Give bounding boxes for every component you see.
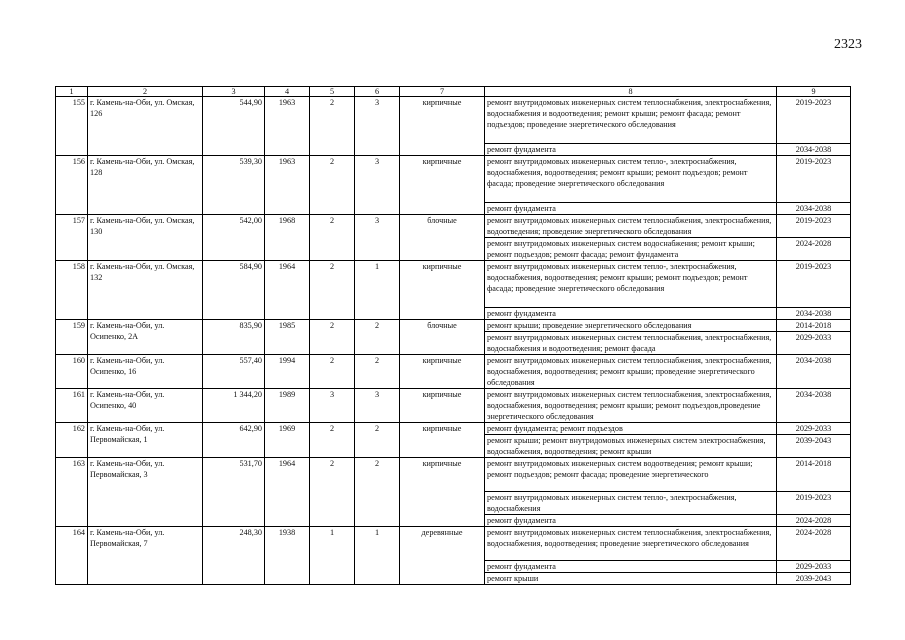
housing-repair-table [55, 86, 851, 585]
wall-material-cell: кирпичные [400, 261, 485, 320]
repair-period-cell: 2029-2033 [777, 423, 851, 435]
entrances-cell: 2 [355, 458, 400, 527]
row-number: 163 [56, 458, 88, 527]
repair-works-cell: ремонт фундамента [485, 515, 777, 527]
wall-material-cell: деревянные [400, 527, 485, 585]
table-row [56, 97, 851, 144]
repair-works-cell: ремонт внутридомовых инженерных систем тепло-, электроснабжения, водоснабжения, водоотведения; ремонт крыши; ремонт подъездов; ремонт фасада; проведение энергетического обследования [485, 156, 777, 203]
wall-material-cell: блочные [400, 215, 485, 261]
column-header: 2 [88, 87, 203, 97]
table-row [56, 320, 851, 332]
wall-material-cell: кирпичные [400, 97, 485, 156]
area-cell: 248,30 [203, 527, 265, 585]
area-cell: 544,90 [203, 97, 265, 156]
repair-period-cell: 2029-2033 [777, 332, 851, 355]
table-row [56, 156, 851, 203]
repair-period-cell: 2034-2038 [777, 203, 851, 215]
year-cell: 1963 [265, 156, 310, 215]
year-cell: 1969 [265, 423, 310, 458]
repair-works-cell: ремонт фундамента [485, 144, 777, 156]
repair-works-cell: ремонт внутридомовых инженерных систем теплоснабжения, электроснабжения, водоснабжения, водоотведения; проведение энергетического обследования [485, 527, 777, 561]
repair-period-cell: 2034-2038 [777, 355, 851, 389]
column-header: 6 [355, 87, 400, 97]
year-cell: 1963 [265, 97, 310, 156]
repair-period-cell: 2029-2033 [777, 561, 851, 573]
floors-cell: 1 [310, 527, 355, 585]
repair-works-cell: ремонт фундамента [485, 308, 777, 320]
floors-cell: 2 [310, 458, 355, 527]
address-cell: г. Камень-на-Оби, ул. Омская, 132 [88, 261, 203, 320]
column-header: 8 [485, 87, 777, 97]
repair-period-cell: 2024-2028 [777, 527, 851, 561]
entrances-cell: 2 [355, 355, 400, 389]
entrances-cell: 3 [355, 389, 400, 423]
year-cell: 1964 [265, 458, 310, 527]
address-cell: г. Камень-на-Оби, ул. Первомайская, 7 [88, 527, 203, 585]
year-cell: 1994 [265, 355, 310, 389]
page-number: 2323 [834, 37, 862, 52]
repair-works-cell: ремонт внутридомовых инженерных систем тепло-, электроснабжения, водоснабжения [485, 492, 777, 515]
table-row [56, 355, 851, 389]
repair-period-cell: 2039-2043 [777, 573, 851, 585]
entrances-cell: 1 [355, 261, 400, 320]
repair-period-cell: 2024-2028 [777, 515, 851, 527]
repair-works-cell: ремонт внутридомовых инженерных систем тепло-, электроснабжения, водоснабжения, водоотведения; ремонт крыши; ремонт подъездов; ремонт фасада; проведение энергетического обследования [485, 261, 777, 308]
repair-works-cell: ремонт фундамента [485, 561, 777, 573]
row-number: 161 [56, 389, 88, 423]
floors-cell: 2 [310, 261, 355, 320]
repair-works-cell: ремонт фундамента [485, 203, 777, 215]
repair-works-cell: ремонт внутридомовых инженерных систем теплоснабжения, электроснабжения, водоснабжения и водоотведения; ремонт фасада [485, 332, 777, 355]
area-cell: 539,30 [203, 156, 265, 215]
area-cell: 542,00 [203, 215, 265, 261]
year-cell: 1964 [265, 261, 310, 320]
table-row [56, 215, 851, 238]
year-cell: 1968 [265, 215, 310, 261]
repair-works-cell: ремонт внутридомовых инженерных систем теплоснабжения, электроснабжения, водоснабжения и водоотведения; ремонт крыши; ремонт фасада; ремонт подъездов; проведение энергетического обследования [485, 97, 777, 144]
area-cell: 531,70 [203, 458, 265, 527]
column-number-row [56, 87, 851, 97]
column-header: 3 [203, 87, 265, 97]
area-cell: 584,90 [203, 261, 265, 320]
repair-works-cell: ремонт внутридомовых инженерных систем теплоснабжения, электроснабжения, водоснабжения, водоотведения; ремонт крыши; ремонт подъездов,проведение энергетического обследования [485, 389, 777, 423]
repair-period-cell: 2039-2043 [777, 435, 851, 458]
area-cell: 1 344,20 [203, 389, 265, 423]
row-number: 156 [56, 156, 88, 215]
area-cell: 835,90 [203, 320, 265, 355]
wall-material-cell: кирпичные [400, 355, 485, 389]
entrances-cell: 2 [355, 423, 400, 458]
entrances-cell: 3 [355, 156, 400, 215]
address-cell: г. Камень-на-Оби, ул. Осипенко, 16 [88, 355, 203, 389]
repair-works-cell: ремонт внутридомовых инженерных систем теплоснабжения, электроснабжения, водоснабжения, водоотведения; ремонт крыши; проведение энергетического обследования [485, 355, 777, 389]
wall-material-cell: кирпичные [400, 458, 485, 527]
wall-material-cell: блочные [400, 320, 485, 355]
repair-works-cell: ремонт крыши; проведение энергетического обследования [485, 320, 777, 332]
address-cell: г. Камень-на-Оби, ул. Осипенко, 2А [88, 320, 203, 355]
repair-works-cell: ремонт крыши [485, 573, 777, 585]
column-header: 9 [777, 87, 851, 97]
area-cell: 557,40 [203, 355, 265, 389]
column-header: 5 [310, 87, 355, 97]
floors-cell: 3 [310, 389, 355, 423]
row-number: 164 [56, 527, 88, 585]
table-row [56, 389, 851, 423]
table-body [56, 97, 851, 585]
table-row [56, 527, 851, 561]
row-number: 157 [56, 215, 88, 261]
repair-period-cell: 2019-2023 [777, 97, 851, 144]
address-cell: г. Камень-на-Оби, ул. Омская, 130 [88, 215, 203, 261]
repair-works-cell: ремонт фундамента; ремонт подъездов [485, 423, 777, 435]
year-cell: 1938 [265, 527, 310, 585]
column-header: 7 [400, 87, 485, 97]
year-cell: 1985 [265, 320, 310, 355]
entrances-cell: 3 [355, 97, 400, 156]
repair-period-cell: 2019-2023 [777, 261, 851, 308]
repair-period-cell: 2019-2023 [777, 492, 851, 515]
floors-cell: 2 [310, 215, 355, 261]
wall-material-cell: кирпичные [400, 156, 485, 215]
year-cell: 1989 [265, 389, 310, 423]
repair-period-cell: 2019-2023 [777, 215, 851, 238]
entrances-cell: 3 [355, 215, 400, 261]
floors-cell: 2 [310, 97, 355, 156]
repair-period-cell: 2019-2023 [777, 156, 851, 203]
floors-cell: 2 [310, 423, 355, 458]
row-number: 159 [56, 320, 88, 355]
repair-works-cell: ремонт внутридомовых инженерных систем теплоснабжения, электроснабжения, водоотведения; проведение энергетического обследования [485, 215, 777, 238]
floors-cell: 2 [310, 320, 355, 355]
address-cell: г. Камень-на-Оби, ул. Первомайская, 3 [88, 458, 203, 527]
repair-period-cell: 2034-2038 [777, 308, 851, 320]
table-row [56, 261, 851, 308]
row-number: 162 [56, 423, 88, 458]
address-cell: г. Камень-на-Оби, ул. Осипенко, 40 [88, 389, 203, 423]
wall-material-cell: кирпичные [400, 423, 485, 458]
row-number: 160 [56, 355, 88, 389]
repair-works-cell: ремонт внутридомовых инженерных систем водоснабжения; ремонт крыши; ремонт подъездов; ремонт фасада; ремонт фундамента [485, 238, 777, 261]
repair-works-cell: ремонт крыши; ремонт внутридомовых инженерных систем электроснабжения, водоснабжения, водоотведения; ремонт крыши [485, 435, 777, 458]
wall-material-cell: кирпичные [400, 389, 485, 423]
repair-works-cell: ремонт внутридомовых инженерных систем водоотведения; ремонт крыши; ремонт подъездов; ремонт фасада; проведение энергетического [485, 458, 777, 492]
repair-period-cell: 2014-2018 [777, 458, 851, 492]
column-header: 4 [265, 87, 310, 97]
area-cell: 642,90 [203, 423, 265, 458]
repair-period-cell: 2024-2028 [777, 238, 851, 261]
row-number: 158 [56, 261, 88, 320]
address-cell: г. Камень-на-Оби, ул. Первомайская, 1 [88, 423, 203, 458]
repair-period-cell: 2034-2038 [777, 144, 851, 156]
repair-period-cell: 2034-2038 [777, 389, 851, 423]
floors-cell: 2 [310, 355, 355, 389]
address-cell: г. Камень-на-Оби, ул. Омская, 126 [88, 97, 203, 156]
row-number: 155 [56, 97, 88, 156]
table-row [56, 423, 851, 435]
repair-period-cell: 2014-2018 [777, 320, 851, 332]
entrances-cell: 1 [355, 527, 400, 585]
floors-cell: 2 [310, 156, 355, 215]
table-row [56, 458, 851, 492]
column-header: 1 [56, 87, 88, 97]
entrances-cell: 2 [355, 320, 400, 355]
address-cell: г. Камень-на-Оби, ул. Омская, 128 [88, 156, 203, 215]
